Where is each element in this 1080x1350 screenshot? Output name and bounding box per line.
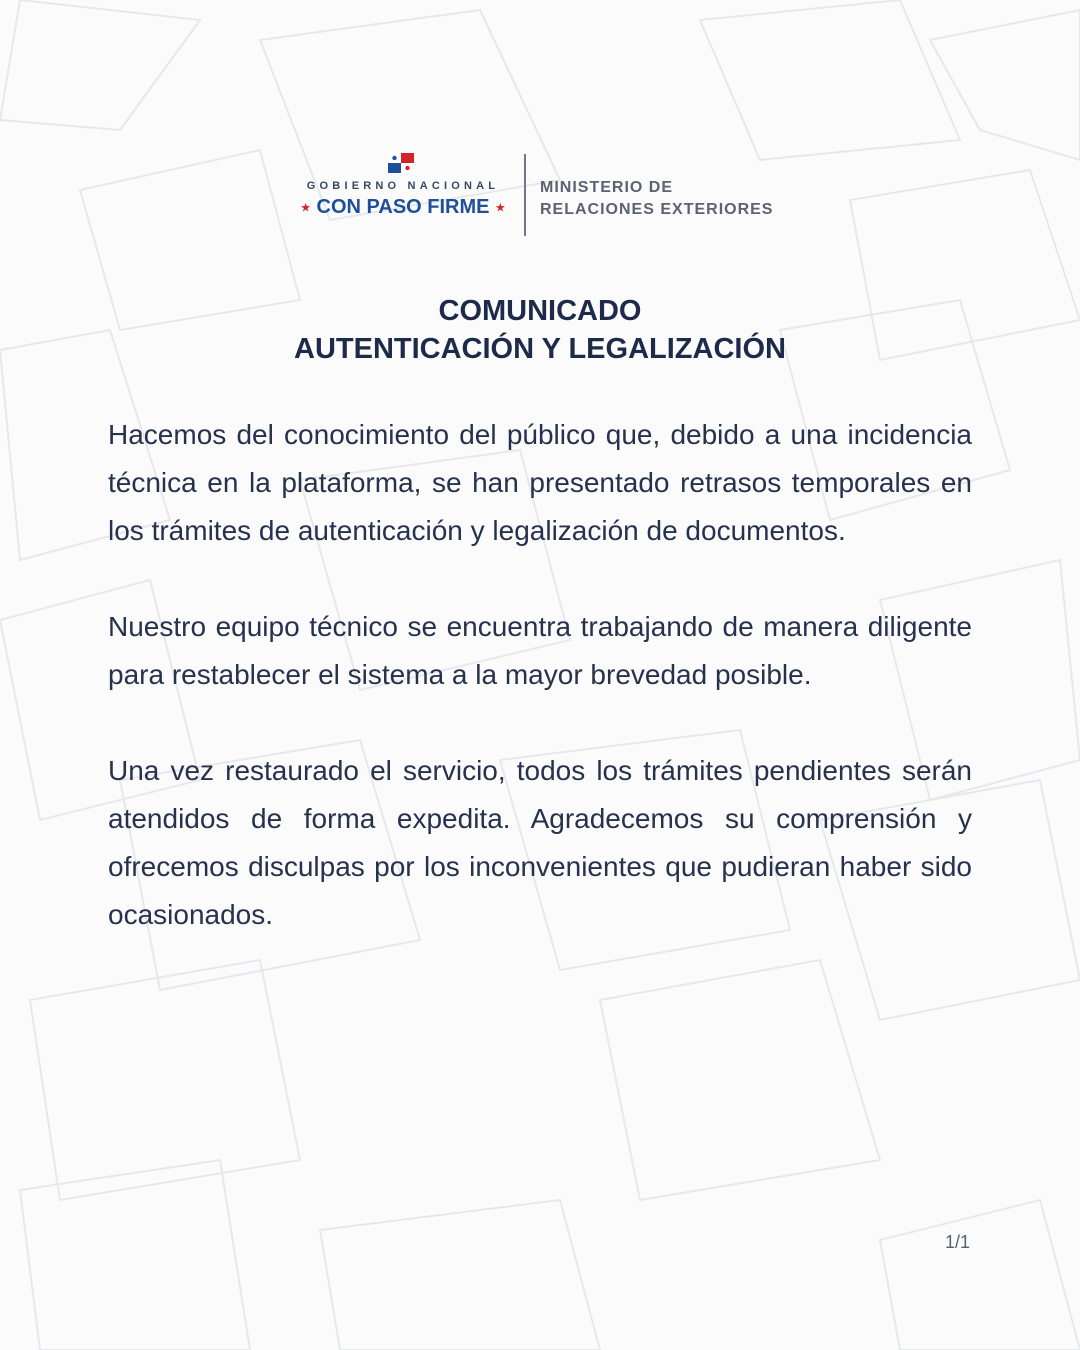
page-title bbox=[0, 292, 1080, 368]
ministry-logo-text bbox=[540, 177, 820, 221]
title-line-2: AUTENTICACIÓN Y LEGALIZACIÓN bbox=[294, 333, 786, 365]
ministry-line-2: RELACIONES EXTERIORES bbox=[540, 201, 774, 218]
ministry-line-1: MINISTERIO DE bbox=[540, 179, 674, 196]
body-paragraph: Hacemos del conocimiento del público que, debido a una incidencia técnica en la plataforma, se han presentado retrasos temporales en los trámites de autenticación y legalización de documentos. bbox=[108, 419, 972, 546]
body-paragraph: Nuestro equipo técnico se encuentra trabajando de manera diligente para restablecer el sistema a la mayor brevedad posible. bbox=[108, 611, 972, 690]
gov-slogan bbox=[292, 196, 514, 219]
header-logos bbox=[0, 150, 1080, 240]
page-number: 1/1 bbox=[944, 1232, 970, 1252]
title-line-1: COMUNICADO bbox=[438, 295, 642, 327]
gov-slogan-text: CON PASO FIRME bbox=[316, 196, 490, 218]
star-icon: ★ bbox=[300, 200, 311, 215]
government-logo bbox=[292, 150, 514, 230]
panama-flag-icon bbox=[388, 153, 414, 173]
star-icon: ★ bbox=[495, 200, 506, 215]
logo-divider bbox=[524, 154, 526, 236]
gov-top-text: GOBIERNO NACIONAL bbox=[306, 180, 500, 192]
body-paragraph: Una vez restaurado el servicio, todos los trámites pendientes serán atendidos de forma expedita. Agradecemos su comprensión y ofrecemos disculpas por los inconvenientes que pudieran haber sido ocasionados. bbox=[108, 755, 972, 930]
communique-body bbox=[108, 411, 972, 987]
